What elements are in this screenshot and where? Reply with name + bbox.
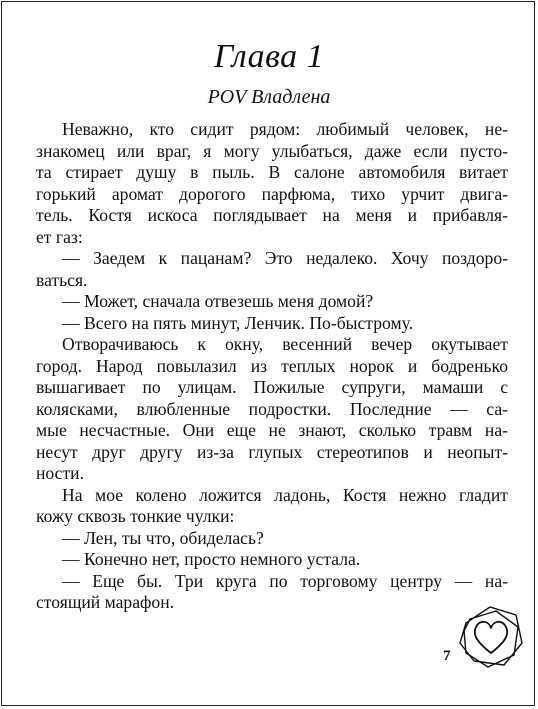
text-line: ности. bbox=[36, 463, 84, 483]
text-line: несут друг другу из-за глупых стереотипов и неопыт- bbox=[36, 441, 508, 462]
text-line: горький аромат дорогого парфюма, тихо урчит двига- bbox=[36, 183, 508, 204]
chapter-subtitle: POV Владлена bbox=[207, 86, 331, 108]
text-line: Неважно, кто сидит рядом: любимый человек, не- bbox=[62, 119, 508, 139]
text-line: — Конечно нет, просто немного устала. bbox=[62, 549, 361, 569]
text-line: тель. Костя искоса поглядывает на меня и прибавля- bbox=[36, 205, 508, 225]
text-line: — Заедем к пацанам? Это недалеко. Хочу поздоро- bbox=[62, 248, 508, 268]
text-line: та стирает душу в пыль. В салоне автомобиля витает bbox=[36, 162, 508, 182]
text-line: мые несчастные. Они еще не знают, сколько травм на- bbox=[36, 420, 508, 440]
text-line: — Всего на пять минут, Ленчик. По-быстрому. bbox=[62, 312, 414, 333]
page-number: 7 bbox=[443, 648, 451, 664]
text-line: ваться. bbox=[36, 269, 88, 290]
text-line: знакомец или враг, я могу улыбаться, даже если пусто- bbox=[36, 140, 508, 161]
text-line: На мое колено ложится ладонь, Костя нежно гладит bbox=[62, 484, 508, 505]
chapter-body-text bbox=[36, 119, 508, 614]
text-line: Отворачиваюсь к окну, весенний вечер окутывает bbox=[62, 334, 508, 354]
heart-emblem-icon bbox=[456, 601, 526, 671]
text-line: — Лен, ты что, обиделась? bbox=[62, 527, 264, 548]
text-line: — Еще бы. Три круга по торговому центру — на- bbox=[62, 570, 508, 591]
text-line: стоящий марафон. bbox=[36, 592, 175, 612]
text-line: — Может, сначала отвезешь меня домой? bbox=[62, 291, 374, 311]
chapter-title: Глава 1 bbox=[213, 38, 325, 75]
text-line: ет газ: bbox=[36, 226, 83, 247]
text-line: вышагивает по улицам. Пожилые супруги, мамаши с bbox=[36, 377, 508, 397]
text-line: колясками, влюбленные подростки. Последние — са- bbox=[36, 398, 508, 419]
text-line: кожу сквозь тонкие чулки: bbox=[36, 506, 235, 526]
text-line: город. Народ повылазил из теплых норок и бодренько bbox=[36, 355, 508, 376]
